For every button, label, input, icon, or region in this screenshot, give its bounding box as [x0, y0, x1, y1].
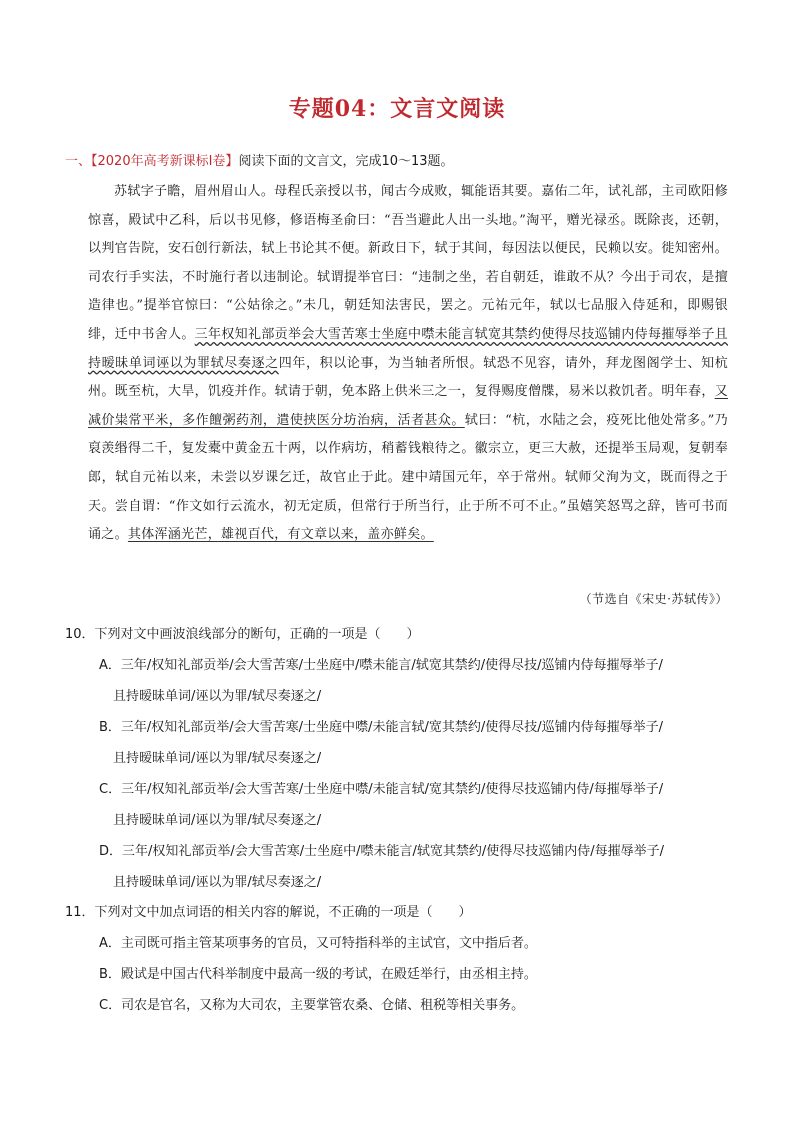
passage-text: 轼曰：“杭，水陆之会，疫死比他处常多。”乃裒羡缗得二千，复发橐中黄金五十两，以作病坊，稍蓄钱粮待之。徽宗立，更三大赦，还提举玉局观，复朝奉郎，轼自元祐以来，未尝以岁课乞迁，故官止于此。建中靖国元年，卒于常州。轼师父洵为文，既而得之于天。尝自谓：“作文如行云流水，初无定质，但常行于所当行，止于所不可不止。”虽嬉笑怒骂之辞，皆可书而诵之。	[88, 412, 728, 543]
classical-passage	[88, 178, 728, 550]
question-item	[65, 898, 735, 1021]
question-item	[65, 620, 735, 898]
page-title: 专题04：文言文阅读	[288, 96, 506, 122]
passage-text: 四年，积以论事，为当轴者所恨。轼恐不见容，请外，拜龙图阁学士、知杭州。既至杭，大旱，饥疫并作。轼请于朝，免本路上供米三之一，复得赐度僧牒，易米以救饥者。明年春，	[88, 355, 728, 400]
wavy-underlined-text: 三年权知礼部贡举会大雪苦寒士坐庭中噤未能言轼宽其禁约使得尽技巡铺内侍每摧辱举子且持暧昧单词诬以为罪轼尽奏逐之	[88, 326, 728, 371]
underlined-sentence: 其体浑涵光芒，雄视百代，有文章以来，盖亦鲜矣。	[127, 527, 434, 543]
option-text: C．司农是官名，又称为大司农，主要掌管农桑、仓储、租税等相关事务。	[99, 998, 525, 1013]
option-text: D．三年/权知礼部贡举/会大雪苦寒/士坐庭中/噤未能言/轼宽其禁约/使得尽技巡铺内侍/每摧辱举子/	[99, 844, 665, 859]
option-text: B．殿试是中国古代科举制度中最高一级的考试，在殿廷举行，由丞相主持。	[99, 967, 537, 982]
answer-option	[99, 712, 735, 774]
option-text: 且持暧昧单词/诬以为罪/轼尽奏逐之/	[113, 813, 322, 828]
option-text: 且持暧昧单词/诬以为罪/轼尽奏逐之/	[113, 875, 322, 890]
option-text: C．三年/权知礼部贡举/会大雪苦寒/士坐庭中噤/未能言轼/宽其禁约/使得尽技巡铺内侍/每摧辱举子/	[99, 782, 664, 797]
question-stem: 10．下列对文中画波浪线部分的断句，正确的一项是（ ）	[65, 627, 420, 642]
section-intro	[65, 150, 745, 169]
passage-source: （节选自《宋史·苏轼传》）	[579, 592, 728, 606]
passage-text: 苏轼字子瞻，眉州眉山人。母程氏亲授以书，闻古今成败，辄能语其要。嘉佑二年，试礼部，主司欧阳修惊喜，殿试中乙科，后以书见修，修语梅圣俞曰：“吾当避此人出一头地。”淘平，赠光禄丞。既除丧，还朝，以判官告院，安石创行新法，轼上书论其不便。新政日下，轼于其间，每因法以便民，民赖以安。徙知密州。司农行手实法，不时施行者以违制论。轼谓提举官曰：“违制之坐，若自朝廷，谁敢不从？今出于司农，是擅造律也。”提举官惊曰：“公姑徐之。”未几，朝廷知法害民，罢之。元祐元年，轼以七品服入侍延和，即赐银绯，迁中书舍人。	[88, 184, 728, 342]
exam-source-tag: 【2020年高考新课标Ⅰ卷】	[91, 154, 239, 169]
option-text: 且持暧昧单词/诬以为罪/轼尽奏逐之/	[113, 689, 322, 704]
option-text: A．三年/权知礼部贡举/会大雪苦寒/士坐庭中/噤未能言/轼宽其禁约/使得尽技/巡铺内侍每摧辱举子/	[99, 658, 663, 673]
answer-option	[99, 836, 735, 898]
answer-option	[99, 774, 735, 836]
option-text: A．主司既可指主管某项事务的官员，又可特指科举的主试官，文中指后者。	[99, 936, 537, 951]
option-text: 且持暧昧单词/诬以为罪/轼尽奏逐之/	[113, 751, 322, 766]
answer-option	[99, 990, 735, 1021]
answer-option	[99, 959, 735, 990]
answer-option	[99, 650, 735, 712]
section-number: 一、	[65, 154, 92, 169]
question-stem: 11．下列对文中加点词语的相关内容的解说，不正确的一项是（ ）	[65, 905, 472, 920]
instruction-text: 阅读下面的文言文，完成10～13题。	[238, 154, 454, 169]
answer-option	[99, 928, 735, 959]
underlined-sentence: 又减价粜常平米，多作饘粥药剂，遣使挟医分坊治病，活者甚众。	[88, 384, 728, 428]
question-list	[65, 620, 735, 1021]
option-text: B．三年/权知礼部贡举/会大雪苦寒/士坐庭中噤/未能言轼/宽其禁约/使得尽技/巡铺内侍每摧辱举子/	[99, 720, 663, 735]
